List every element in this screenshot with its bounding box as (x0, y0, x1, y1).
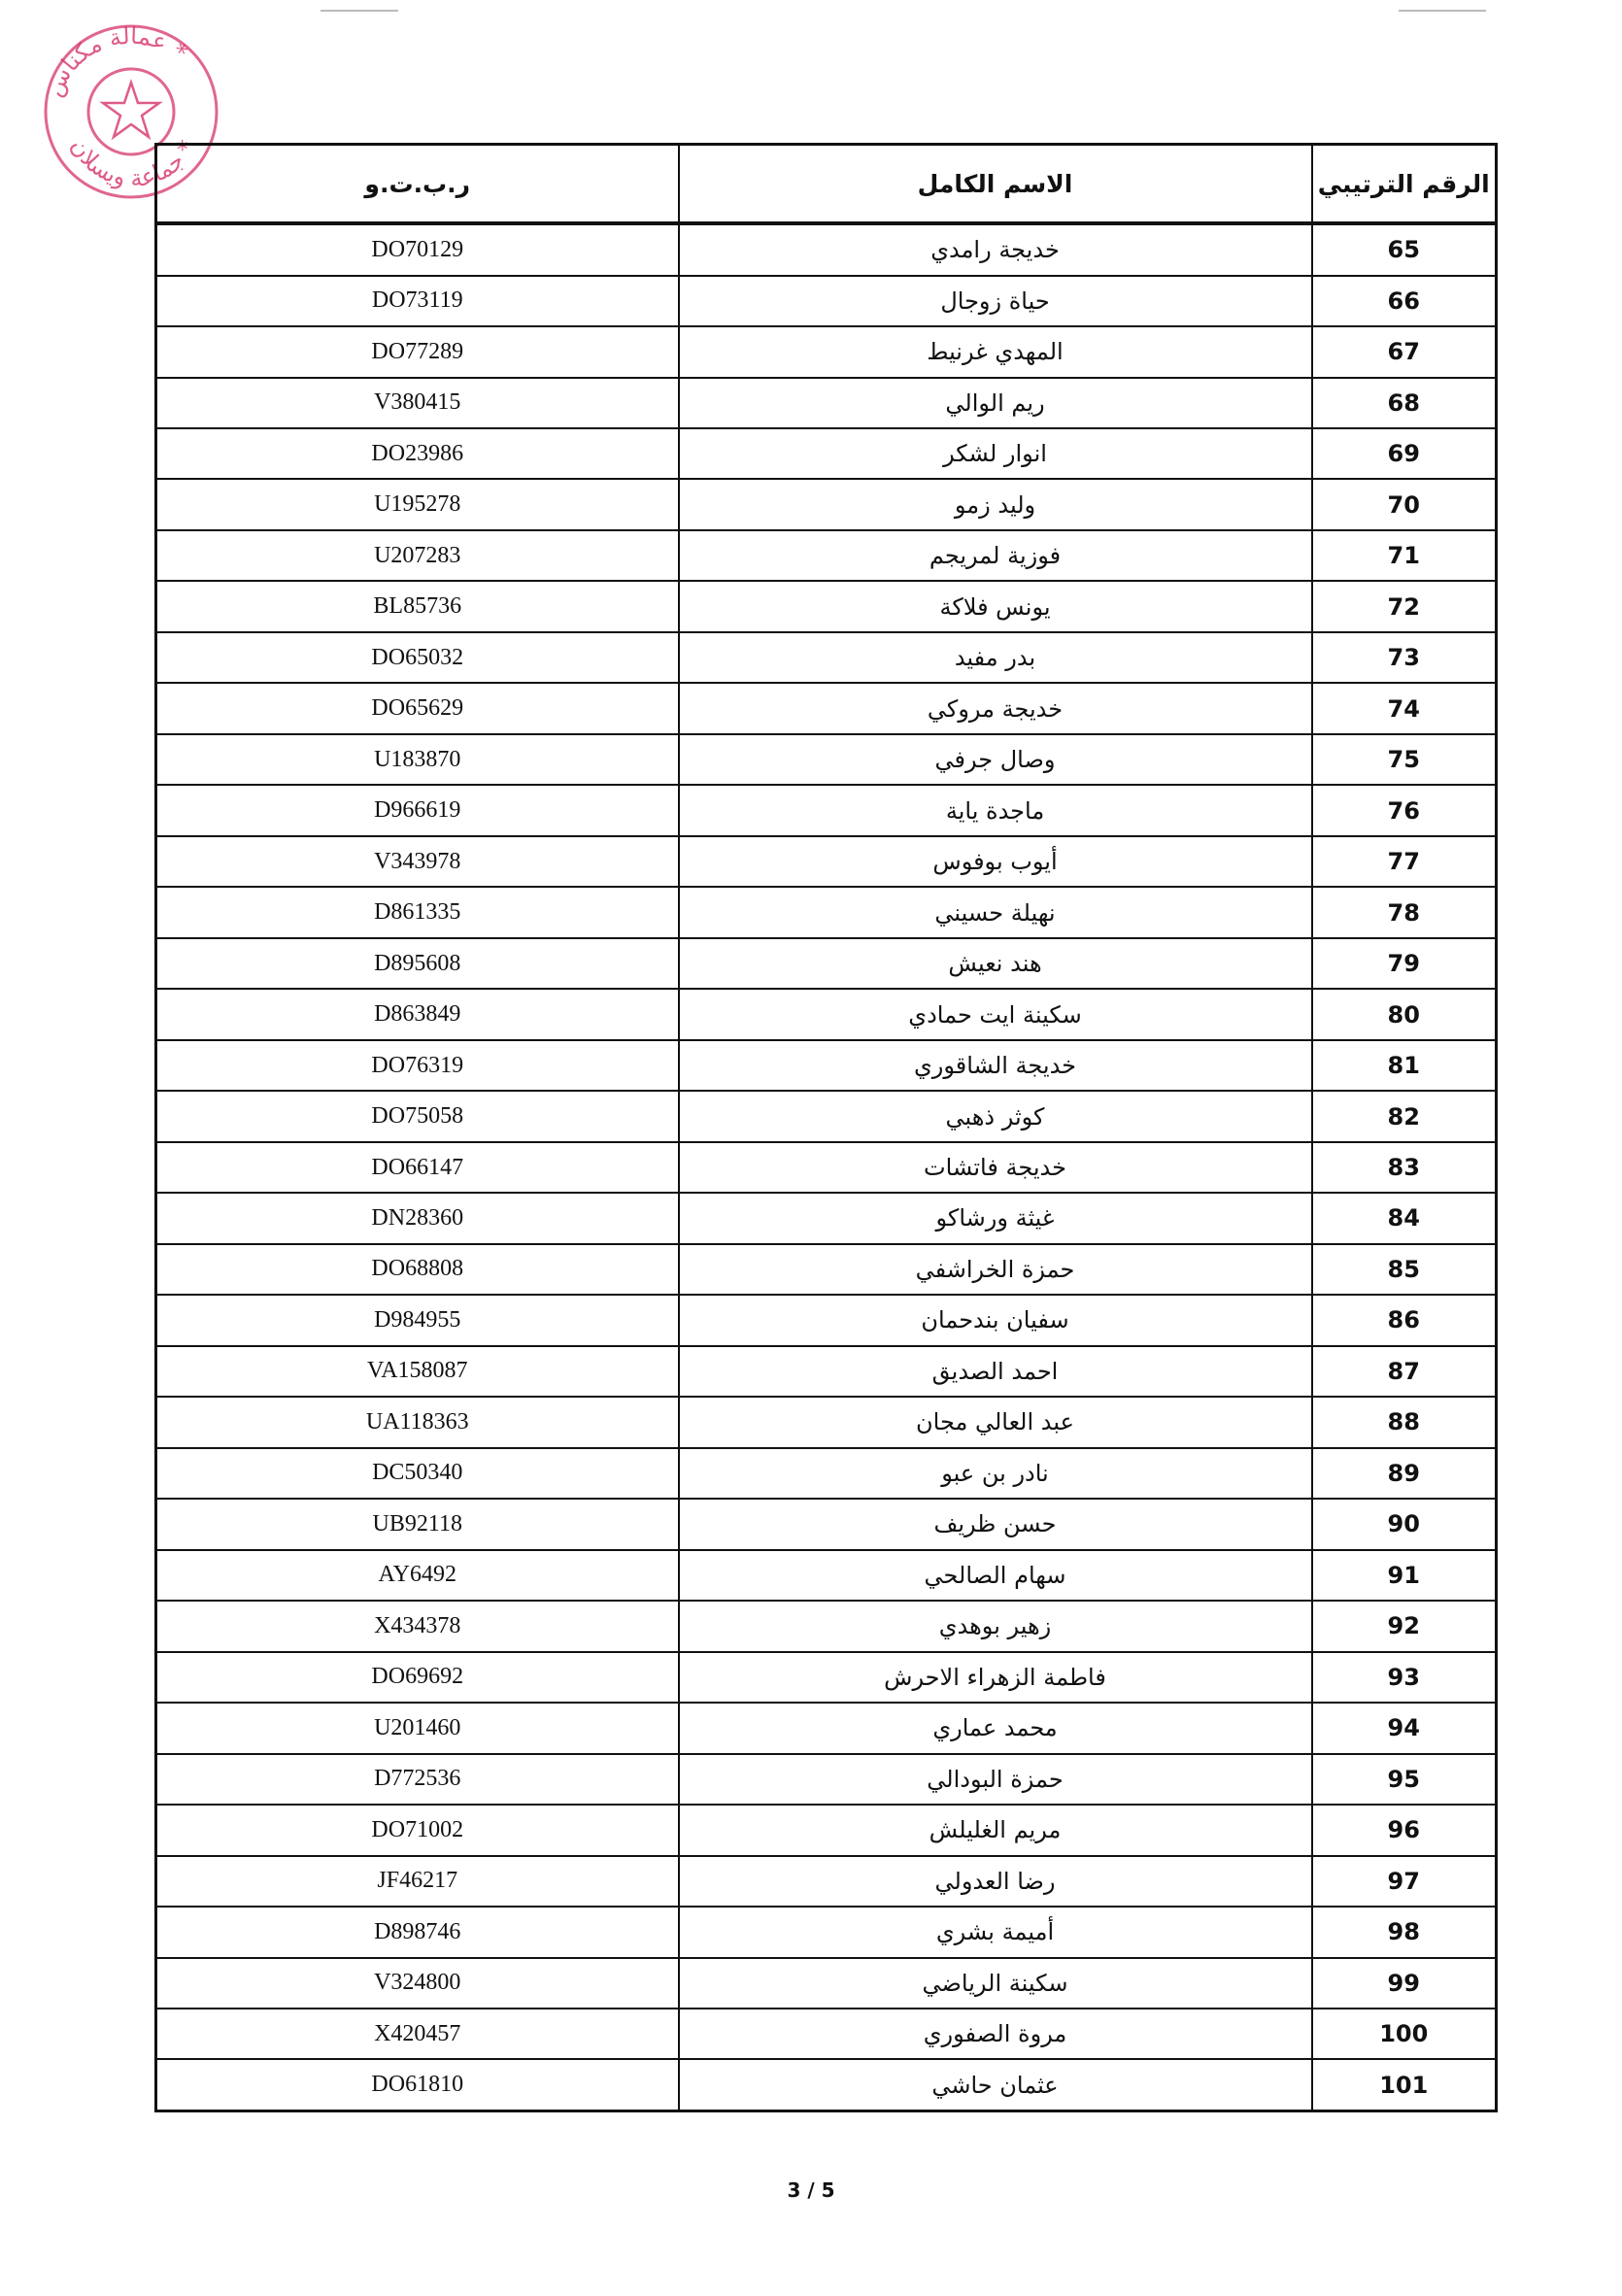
id-number-cell: D984955 (156, 1295, 679, 1345)
id-number-cell: VA158087 (156, 1346, 679, 1397)
full-name-cell: مريم الغليلش (679, 1805, 1312, 1855)
row-number-cell: 84 (1312, 1193, 1497, 1243)
row-number-cell: 85 (1312, 1244, 1497, 1295)
full-name-cell: زهير بوهدي (679, 1601, 1312, 1651)
id-number-cell: U207283 (156, 530, 679, 581)
row-number-cell: 72 (1312, 581, 1497, 631)
full-name-cell: أميمة بشري (679, 1907, 1312, 1957)
table-row (156, 1346, 1497, 1397)
table-row (156, 1601, 1497, 1651)
table-row (156, 1448, 1497, 1499)
table-row (156, 1295, 1497, 1345)
table-row (156, 1703, 1497, 1753)
row-number-cell: 83 (1312, 1142, 1497, 1193)
id-number-cell: DO70129 (156, 223, 679, 276)
table-row (156, 734, 1497, 785)
table-row (156, 1550, 1497, 1601)
id-number-cell: DO75058 (156, 1091, 679, 1141)
row-number-cell: 97 (1312, 1856, 1497, 1907)
full-name-cell: رضا العدولي (679, 1856, 1312, 1907)
table-row (156, 989, 1497, 1039)
full-name-cell: وصال جرفي (679, 734, 1312, 785)
row-number-cell: 87 (1312, 1346, 1497, 1397)
table-row (156, 1805, 1497, 1855)
table-row (156, 479, 1497, 529)
id-number-cell: V324800 (156, 1958, 679, 2009)
full-name-cell: نادر بن عبو (679, 1448, 1312, 1499)
table-row (156, 938, 1497, 989)
id-number-cell: U201460 (156, 1703, 679, 1753)
full-name-cell: سهام الصالحي (679, 1550, 1312, 1601)
full-name-cell: انوار لشكر (679, 428, 1312, 479)
full-name-cell: حمزة الخراشفي (679, 1244, 1312, 1295)
row-number-cell: 89 (1312, 1448, 1497, 1499)
full-name-cell: سفيان بندحمان (679, 1295, 1312, 1345)
full-name-cell: فوزية لمريجم (679, 530, 1312, 581)
id-number-cell: DO61810 (156, 2059, 679, 2110)
full-name-cell: مروة الصفوري (679, 2009, 1312, 2059)
full-name-cell: سكينة ايت حمادي (679, 989, 1312, 1039)
id-number-cell: AY6492 (156, 1550, 679, 1601)
row-number-cell: 76 (1312, 785, 1497, 835)
row-number-cell: 91 (1312, 1550, 1497, 1601)
id-number-cell: D966619 (156, 785, 679, 835)
full-name-cell: سكينة الرياضي (679, 1958, 1312, 2009)
row-number-cell: 96 (1312, 1805, 1497, 1855)
full-name-cell: عثمان حاشي (679, 2059, 1312, 2110)
table-row (156, 276, 1497, 326)
id-number-cell: D863849 (156, 989, 679, 1039)
row-number-cell: 65 (1312, 223, 1497, 276)
row-number-cell: 81 (1312, 1040, 1497, 1091)
full-name-cell: خديجة فاتشات (679, 1142, 1312, 1193)
row-number-cell: 69 (1312, 428, 1497, 479)
table-row (156, 785, 1497, 835)
full-name-cell: محمد عماري (679, 1703, 1312, 1753)
id-number-cell: D861335 (156, 887, 679, 937)
header-number: الرقم الترتيبي (1312, 145, 1497, 224)
full-name-cell: حياة زوجال (679, 276, 1312, 326)
header-id-number: ر.ب.ت.و (156, 145, 679, 224)
id-number-cell: D898746 (156, 1907, 679, 1957)
table-row (156, 1856, 1497, 1907)
table-row (156, 1958, 1497, 2009)
row-number-cell: 92 (1312, 1601, 1497, 1651)
table-row (156, 326, 1497, 377)
table-row (156, 632, 1497, 683)
id-number-cell: DO68808 (156, 1244, 679, 1295)
full-name-cell: كوثر ذهبي (679, 1091, 1312, 1141)
full-name-cell: خديجة رامدي (679, 223, 1312, 276)
full-name-cell: عبد العالي مجان (679, 1397, 1312, 1447)
row-number-cell: 71 (1312, 530, 1497, 581)
row-number-cell: 77 (1312, 836, 1497, 887)
id-number-cell: UB92118 (156, 1499, 679, 1549)
row-number-cell: 78 (1312, 887, 1497, 937)
full-name-cell: نهيلة حسيني (679, 887, 1312, 937)
id-number-cell: DO71002 (156, 1805, 679, 1855)
table-row (156, 2009, 1497, 2059)
table-row (156, 223, 1497, 276)
id-number-cell: X434378 (156, 1601, 679, 1651)
table-body (156, 223, 1497, 2111)
table-row (156, 1652, 1497, 1703)
table-row (156, 887, 1497, 937)
full-name-cell: ماجدة ياية (679, 785, 1312, 835)
full-name-cell: بدر مفيد (679, 632, 1312, 683)
table-row (156, 1907, 1497, 1957)
star-icon (103, 83, 159, 137)
table-row (156, 1142, 1497, 1193)
page-number: 3 / 5 (787, 2178, 835, 2202)
header-full-name: الاسم الكامل (679, 145, 1312, 224)
full-name-cell: ريم الوالي (679, 378, 1312, 428)
row-number-cell: 73 (1312, 632, 1497, 683)
table-row (156, 1499, 1497, 1549)
id-number-cell: U195278 (156, 479, 679, 529)
roster-table (154, 143, 1498, 2112)
row-number-cell: 94 (1312, 1703, 1497, 1753)
id-number-cell: DO66147 (156, 1142, 679, 1193)
row-number-cell: 88 (1312, 1397, 1497, 1447)
id-number-cell: D895608 (156, 938, 679, 989)
table-row (156, 1244, 1497, 1295)
row-number-cell: 100 (1312, 2009, 1497, 2059)
id-number-cell: DO69692 (156, 1652, 679, 1703)
row-number-cell: 80 (1312, 989, 1497, 1039)
id-number-cell: V343978 (156, 836, 679, 887)
id-number-cell: X420457 (156, 2009, 679, 2059)
id-number-cell: BL85736 (156, 581, 679, 631)
row-number-cell: 67 (1312, 326, 1497, 377)
table-row (156, 1754, 1497, 1805)
full-name-cell: أيوب بوفوس (679, 836, 1312, 887)
table-row (156, 1193, 1497, 1243)
full-name-cell: وليد زمو (679, 479, 1312, 529)
id-number-cell: DO23986 (156, 428, 679, 479)
id-number-cell: DO77289 (156, 326, 679, 377)
full-name-cell: حسن ظريف (679, 1499, 1312, 1549)
full-name-cell: هند نعيش (679, 938, 1312, 989)
id-number-cell: DO65032 (156, 632, 679, 683)
row-number-cell: 95 (1312, 1754, 1497, 1805)
id-number-cell: DO73119 (156, 276, 679, 326)
id-number-cell: DC50340 (156, 1448, 679, 1499)
id-number-cell: U183870 (156, 734, 679, 785)
row-number-cell: 82 (1312, 1091, 1497, 1141)
table-row (156, 530, 1497, 581)
row-number-cell: 86 (1312, 1295, 1497, 1345)
row-number-cell: 79 (1312, 938, 1497, 989)
table-row (156, 581, 1497, 631)
full-name-cell: غيثة ورشاكو (679, 1193, 1312, 1243)
row-number-cell: 66 (1312, 276, 1497, 326)
table-row (156, 428, 1497, 479)
table-row (156, 2059, 1497, 2110)
svg-text:عمالة مكناس *: عمالة مكناس * (40, 21, 192, 101)
id-number-cell: UA118363 (156, 1397, 679, 1447)
id-number-cell: D772536 (156, 1754, 679, 1805)
row-number-cell: 90 (1312, 1499, 1497, 1549)
row-number-cell: 68 (1312, 378, 1497, 428)
full-name-cell: المهدي غرنيط (679, 326, 1312, 377)
table-row (156, 378, 1497, 428)
full-name-cell: فاطمة الزهراء الاحرش (679, 1652, 1312, 1703)
id-number-cell: DO65629 (156, 683, 679, 733)
id-number-cell: DO76319 (156, 1040, 679, 1091)
id-number-cell: DN28360 (156, 1193, 679, 1243)
row-number-cell: 93 (1312, 1652, 1497, 1703)
full-name-cell: احمد الصديق (679, 1346, 1312, 1397)
row-number-cell: 74 (1312, 683, 1497, 733)
row-number-cell: 98 (1312, 1907, 1497, 1957)
table-row (156, 1040, 1497, 1091)
row-number-cell: 101 (1312, 2059, 1497, 2110)
svg-text:جماعة ويسلان *: جماعة ويسلان * (65, 133, 201, 192)
scan-edge-line-right (1399, 10, 1486, 12)
table-header-row (156, 145, 1497, 224)
scan-edge-line-left (321, 10, 398, 12)
full-name-cell: حمزة البودالي (679, 1754, 1312, 1805)
full-name-cell: خديجة مروكي (679, 683, 1312, 733)
id-number-cell: V380415 (156, 378, 679, 428)
table-row (156, 836, 1497, 887)
table-row (156, 1397, 1497, 1447)
full-name-cell: خديجة الشاقوري (679, 1040, 1312, 1091)
table-row (156, 1091, 1497, 1141)
id-number-cell: JF46217 (156, 1856, 679, 1907)
row-number-cell: 70 (1312, 479, 1497, 529)
row-number-cell: 75 (1312, 734, 1497, 785)
table-row (156, 683, 1497, 733)
full-name-cell: يونس فلاكة (679, 581, 1312, 631)
row-number-cell: 99 (1312, 1958, 1497, 2009)
